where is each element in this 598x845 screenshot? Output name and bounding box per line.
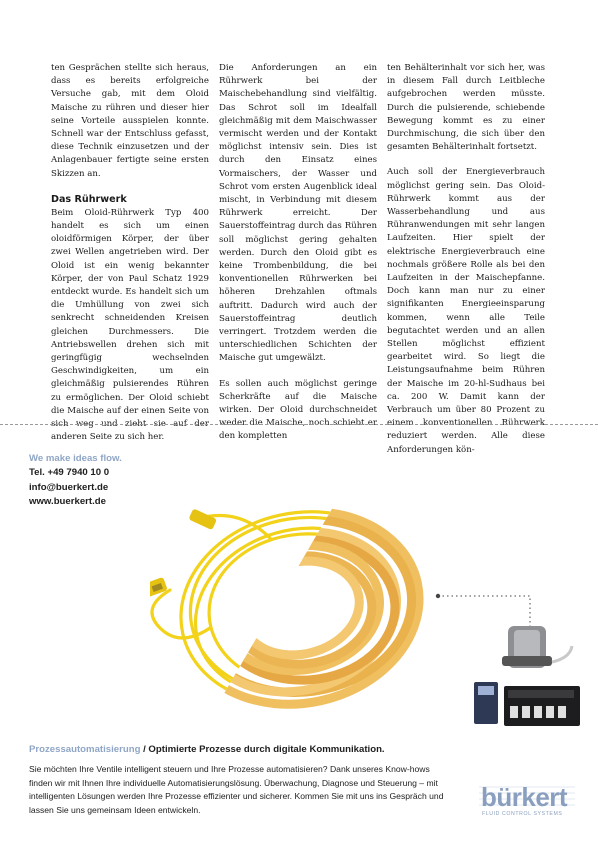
col1-paragraph-1: ten Gesprächen stellte sich heraus, dass es bereits erfolgreiche Versuche gab, mit dem Oloid Maische zu rühren und dieser hier seine Vorteile ausspielen konnte. Schnell war der Entschluss gefasst, diese Technik einzusetzen und der Anlagenbauer fertigte seine ersten Skizzen an. [51, 63, 209, 179]
buerkert-logo [479, 784, 575, 824]
col3-paragraph-1: ten Behälterinhalt vor sich her, was in diesem Fall durch Leitbleche aufgebrochen werden müsste. Durch die pulsierende, schiebende Bewegung kommt es zu einer Durchmischung, die sich über den gesamten Behälterinhalt fortsetzt. [387, 63, 545, 153]
logo-tagline: FLUID CONTROL SYSTEMS [482, 811, 563, 817]
ad-headline-accent: Prozessautomatisierung [29, 744, 141, 755]
ad-email-link[interactable]: info@buerkert.de [29, 481, 109, 493]
ad-headline-rest: / Optimierte Prozesse durch digitale Kommunikation. [140, 744, 385, 755]
ad-phone: Tel. +49 7940 10 0 [29, 467, 110, 479]
section-heading: Das Rührwerk [51, 193, 127, 205]
col2-paragraph-2: Es sollen auch möglichst geringe Scherkräfte auf die Maische wirken. Der Oloid durchschneidet weder die Maische, noch schiebt er den kompletten [219, 378, 377, 442]
article-column-1 [51, 62, 209, 456]
article-column-3 [387, 62, 545, 469]
ad-divider [0, 424, 598, 425]
logo-wordmark: bürkert [481, 782, 568, 812]
col3-paragraph-2: Auch soll der Energieverbrauch möglichst gering sein. Das Oloid-Rührwerk kommt aus der Wasserbehandlung und aus Rühranwendungen mit sehr langen Laufzeiten. Hier spielt der elektrische Energieverbrauch eine nochmals größere Rolle als bei den Laufzeiten in der Maischepfanne. Doch kann man nur zu einer signifikanten Energieeinsparung kommen, wenn alle Teile begutachtet werden und an allen Stellen möglichst effizient gearbeitet wird. So liegt die Leistungsaufnahme beim Rühren der Maische im 20-hl-Sudhaus bei ca. 200 W. Damit kann der Verbrauch um über 80 Prozent zu einem konventionellen Rührwerk reduziert werden. Alle diese Anforderungen kön- [387, 167, 545, 455]
automation-device-illustration [430, 586, 580, 736]
ad-body-text: Sie möchten Ihre Ventile intelligent steuern und Ihre Prozesse automatisieren? Dank unseres Know-hows finden wir mit Ihnen Ihre individuelle Automatisierungslösung. Überwachung, Diagnose und Steuerung – mit intelligenten Lösungen werden Ihre Prozesse effizienter und sicherer. Kommen Sie mit uns ins Gespräch und lassen Sie uns gemeinsam Ideen entwickeln. [29, 764, 444, 815]
col1-paragraph-2: Beim Oloid-Rührwerk Typ 400 handelt es sich um einen oloidförmigen Körper, der über zwei Wellen angetrieben wird. Der Oloid ist ein wenig bekannter Körper, der von Paul Schatz 1929 entdeckt wurde. Es handelt sich um die Umhüllung von zwei sich senkrecht schneidenden Kreisen gleichen Durchmessers. Die Antriebswellen drehen sich mit geringfügig wechselnden Geschwindigkeiten, um ein gleichmäßig pulsierendes Rühren zu ermöglichen. Der Oloid schiebt die Maische auf der einen Seite von sich weg und zieht sie auf der anderen Seite zu sich her. [51, 207, 209, 443]
col2-paragraph-1: Die Anforderungen an ein Rührwerk bei der Maischebehandlung sind vielfältig. Das Schrot soll im Idealfall gleichmäßig mit dem Maischwasser vermischt werden und der Kontakt möglichst intensiv sein. Dies ist durch den Einsatz eines Vormaischers, der Wasser und Schrot vom ersten Augenblick ideal mischt, in Verbindung mit diesem Rührwerk erreicht. Der Sauerstoffeintrag durch das Rühren soll möglichst gering gehalten werden. Durch den Oloid gibt es keine Trombenbildung, die bei konventionellen Rührwerken bei höheren Drehzahlen oftmals auftritt. Dadurch wird auch der Sauerstoffeintrag deutlich verringert. Trotzdem werden die unterschiedlichen Schichten der Maische gut umgewälzt. [219, 63, 377, 364]
ad-contact-block [29, 452, 122, 510]
article-column-2 [219, 62, 377, 456]
ad-website-link[interactable]: www.buerkert.de [29, 496, 106, 508]
ad-headline [29, 744, 385, 755]
ad-slogan: We make ideas flow. [29, 453, 122, 464]
cable-pasta-illustration [150, 478, 440, 726]
